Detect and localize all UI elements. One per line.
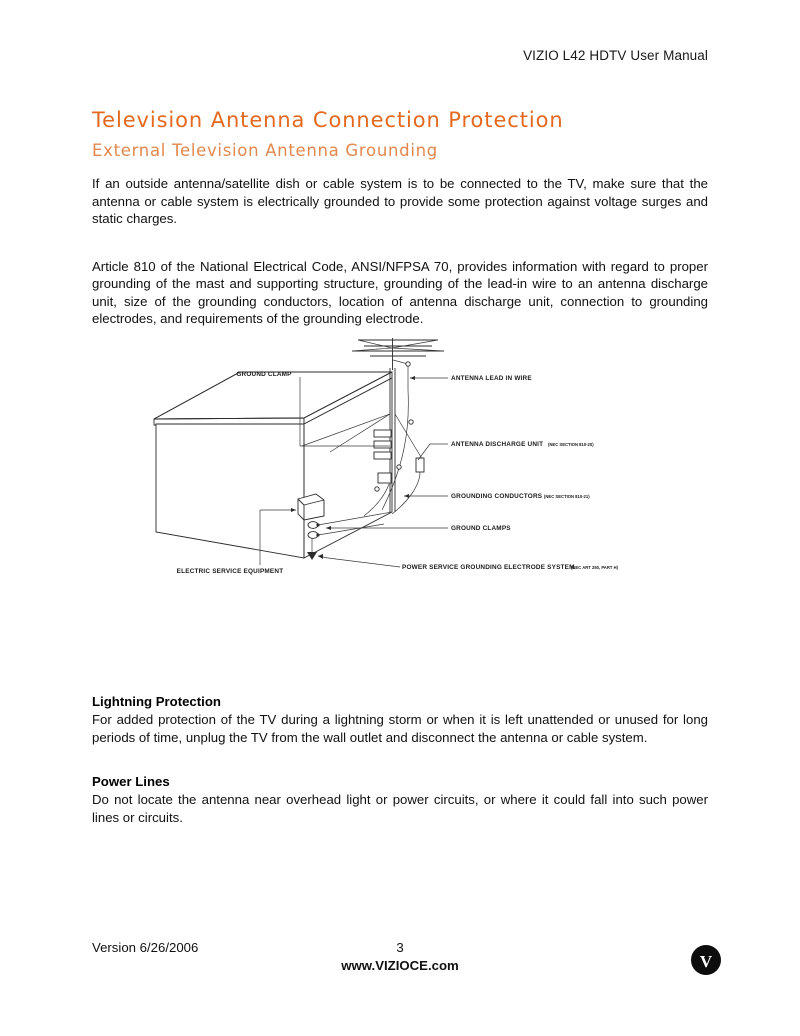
figure-label-antenna-lead-in-wire: ANTENNA LEAD IN WIRE — [451, 375, 532, 382]
footer-center-block — [92, 940, 708, 974]
footer-website: www.VIZIOCE.com — [341, 957, 459, 973]
vizio-logo-icon — [690, 944, 722, 976]
document-header-title: VIZIO L42 HDTV User Manual — [523, 48, 708, 63]
page-subtitle: External Television Antenna Grounding — [92, 141, 438, 161]
page-number: 3 — [396, 940, 404, 955]
lower-content-sections — [92, 694, 708, 826]
figure-label-power-service-grounding: POWER SERVICE GROUNDING ELECTRODE SYSTEM — [402, 564, 575, 571]
section-heading: Lightning Protection — [92, 694, 221, 709]
document-body-top — [92, 108, 708, 328]
figure-label-power-service-grounding-ref: (NEC ART 250, PART H) — [571, 565, 618, 570]
paragraph-spacer — [92, 228, 708, 258]
figure-label-antenna-discharge-unit-ref: (NEC SECTION 810-20) — [548, 442, 594, 447]
figure-label-antenna-discharge-unit: ANTENNA DISCHARGE UNIT — [451, 441, 544, 448]
section-heading: Power Lines — [92, 774, 170, 790]
intro-paragraph: If an outside antenna/satellite dish or cable system is to be connected to the TV, make sure that the antenna or cable system is electrically grounded to provide some protection against voltage surges and static charges. — [92, 176, 708, 227]
article-paragraph: Article 810 of the National Electrical Code, ANSI/NFPSA 70, provides information with regard to proper grounding of the mast and supporting structure, grounding of the lead-in wire to an antenna discharge unit, size of the grounding conductors, location of antenna discharge unit, connection to grounding electrodes, and requirements of the grounding electrode. — [92, 258, 708, 327]
figure-label-electric-service-equipment: ELECTRIC SERVICE EQUIPMENT — [176, 568, 284, 575]
figure-label-ground-clamps: GROUND CLAMPS — [451, 525, 511, 532]
section-power-lines — [92, 774, 708, 826]
antenna-grounding-diagram — [152, 334, 642, 586]
figure-label-grounding-conductors: GROUNDING CONDUCTORS — [451, 493, 543, 500]
page-footer — [92, 940, 713, 986]
vizio-logo-letter: V — [699, 952, 713, 971]
figure-label-ground-clamp: GROUND CLAMP — [236, 371, 292, 378]
section-lightning-protection — [92, 694, 708, 746]
figure-label-grounding-conductors-ref: (NEC SECTION 810-21) — [544, 494, 590, 499]
section-body: Do not locate the antenna near overhead light or power circuits, or where it could fall into such power lines or circuits. — [92, 792, 708, 825]
page-title: Television Antenna Connection Protection — [92, 108, 564, 132]
section-body: For added protection of the TV during a lightning storm or when it is left unattended or unused for long periods of time, unplug the TV from the wall outlet and disconnect the antenna or cable system. — [92, 712, 708, 745]
footer-version: Version 6/26/2006 — [92, 940, 199, 955]
